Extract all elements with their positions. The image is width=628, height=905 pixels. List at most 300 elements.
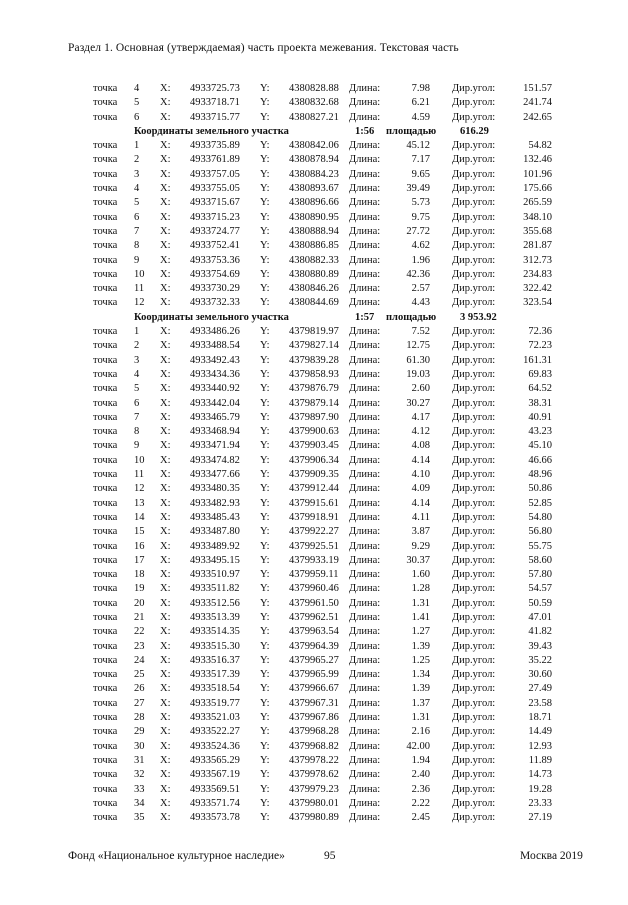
- length-value: 1.31: [411, 712, 430, 724]
- point-label: точка: [93, 554, 118, 566]
- direction-angle: 265.59: [523, 197, 552, 209]
- length-label: Длина:: [349, 469, 381, 481]
- point-label: точка: [93, 354, 118, 366]
- point-label: точка: [93, 454, 118, 466]
- y-label: Y:: [260, 640, 270, 652]
- point-label: точка: [93, 640, 118, 652]
- y-label: Y:: [260, 454, 270, 466]
- y-coordinate: 4379897.90: [289, 411, 339, 423]
- point-label: точка: [93, 726, 118, 738]
- direction-angle: 132.46: [523, 154, 552, 166]
- table-row: [0, 468, 628, 482]
- coordinates-table: [0, 82, 628, 825]
- point-number: 17: [134, 554, 145, 566]
- y-label: Y:: [260, 740, 270, 752]
- length-label: Длина:: [349, 183, 381, 195]
- length-value: 42.36: [406, 268, 430, 280]
- x-coordinate: 4933715.67: [190, 197, 240, 209]
- y-coordinate: 4380828.88: [289, 83, 339, 94]
- direction-label: Дир.угол:: [452, 812, 496, 824]
- x-coordinate: 4933514.35: [190, 626, 240, 638]
- length-value: 2.57: [411, 283, 430, 295]
- length-value: 4.10: [411, 469, 430, 481]
- point-number: 33: [134, 783, 145, 795]
- point-number: 29: [134, 726, 145, 738]
- y-coordinate: 4379967.86: [289, 712, 339, 724]
- point-label: точка: [93, 154, 118, 166]
- y-label: Y:: [260, 354, 270, 366]
- point-label: точка: [93, 97, 118, 109]
- x-coordinate: 4933754.69: [190, 268, 240, 280]
- length-label: Длина:: [349, 712, 381, 724]
- x-label: X:: [160, 497, 171, 509]
- y-coordinate: 4379819.97: [289, 326, 339, 338]
- point-number: 2: [134, 154, 140, 166]
- direction-angle: 45.10: [528, 440, 552, 452]
- direction-angle: 48.96: [528, 469, 552, 481]
- length-value: 3.87: [411, 526, 430, 538]
- direction-angle: 43.23: [528, 426, 552, 438]
- x-coordinate: 4933465.79: [190, 411, 240, 423]
- point-label: точка: [93, 526, 118, 538]
- point-number: 35: [134, 812, 145, 824]
- point-number: 23: [134, 640, 145, 652]
- direction-angle: 241.74: [523, 97, 552, 109]
- direction-label: Дир.угол:: [452, 469, 496, 481]
- x-label: X:: [160, 783, 171, 795]
- direction-label: Дир.угол:: [452, 483, 496, 495]
- point-label: точка: [93, 669, 118, 681]
- x-label: X:: [160, 597, 171, 609]
- point-number: 1: [134, 326, 140, 338]
- direction-label: Дир.угол:: [452, 654, 496, 666]
- x-label: X:: [160, 740, 171, 752]
- length-value: 4.17: [411, 411, 430, 423]
- x-label: X:: [160, 511, 171, 523]
- table-row: [0, 368, 628, 382]
- y-coordinate: 4379980.89: [289, 812, 339, 824]
- direction-angle: 41.82: [528, 626, 552, 638]
- length-value: 4.11: [412, 511, 430, 523]
- x-label: X:: [160, 411, 171, 423]
- length-value: 9.29: [411, 540, 430, 552]
- y-coordinate: 4379959.11: [289, 569, 339, 581]
- direction-angle: 23.33: [528, 797, 552, 809]
- y-coordinate: 4380884.23: [289, 168, 339, 180]
- x-label: X:: [160, 397, 171, 409]
- y-coordinate: 4379858.93: [289, 368, 339, 380]
- length-label: Длина:: [349, 283, 381, 295]
- length-label: Длина:: [349, 168, 381, 180]
- point-number: 16: [134, 540, 145, 552]
- length-label: Длина:: [349, 211, 381, 223]
- length-value: 1.25: [411, 654, 430, 666]
- length-label: Длина:: [349, 683, 381, 695]
- point-label: точка: [93, 712, 118, 724]
- point-label: точка: [93, 626, 118, 638]
- x-label: X:: [160, 268, 171, 280]
- length-label: Длина:: [349, 254, 381, 266]
- length-value: 27.72: [406, 225, 430, 237]
- parcel-section-heading: [0, 311, 628, 325]
- x-coordinate: 4933524.36: [190, 740, 240, 752]
- length-label: Длина:: [349, 340, 381, 352]
- direction-angle: 348.10: [523, 211, 552, 223]
- x-coordinate: 4933522.27: [190, 726, 240, 738]
- direction-label: Дир.угол:: [452, 211, 496, 223]
- table-row: [0, 296, 628, 310]
- x-coordinate: 4933715.23: [190, 211, 240, 223]
- length-value: 6.21: [411, 97, 430, 109]
- x-label: X:: [160, 168, 171, 180]
- direction-angle: 312.73: [523, 254, 552, 266]
- x-label: X:: [160, 469, 171, 481]
- point-label: точка: [93, 483, 118, 495]
- point-number: 12: [134, 297, 145, 309]
- direction-angle: 19.28: [528, 783, 552, 795]
- point-number: 6: [134, 111, 140, 123]
- point-label: точка: [93, 583, 118, 595]
- y-label: Y:: [260, 426, 270, 438]
- direction-angle: 14.73: [528, 769, 552, 781]
- x-coordinate: 4933513.39: [190, 611, 240, 623]
- x-label: X:: [160, 726, 171, 738]
- y-label: Y:: [260, 469, 270, 481]
- area-label: площадью: [386, 125, 437, 137]
- length-value: 2.22: [411, 797, 430, 809]
- table-row: [0, 82, 628, 96]
- table-row: [0, 282, 628, 296]
- table-row: [0, 411, 628, 425]
- table-row: [0, 582, 628, 596]
- length-label: Длина:: [349, 225, 381, 237]
- direction-angle: 64.52: [528, 383, 552, 395]
- length-value: 2.16: [411, 726, 430, 738]
- direction-angle: 54.80: [528, 511, 552, 523]
- direction-angle: 40.91: [528, 411, 552, 423]
- direction-label: Дир.угол:: [452, 526, 496, 538]
- length-label: Длина:: [349, 154, 381, 166]
- length-label: Длина:: [349, 268, 381, 280]
- point-number: 9: [134, 440, 140, 452]
- x-label: X:: [160, 583, 171, 595]
- x-label: X:: [160, 611, 171, 623]
- y-label: Y:: [260, 154, 270, 166]
- x-coordinate: 4933442.04: [190, 397, 240, 409]
- point-label: точка: [93, 497, 118, 509]
- x-label: X:: [160, 683, 171, 695]
- direction-angle: 50.59: [528, 597, 552, 609]
- y-label: Y:: [260, 626, 270, 638]
- length-label: Длина:: [349, 569, 381, 581]
- x-label: X:: [160, 383, 171, 395]
- section-title: Координаты земельного участка: [134, 311, 289, 323]
- point-label: точка: [93, 569, 118, 581]
- direction-label: Дир.угол:: [452, 797, 496, 809]
- direction-angle: 46.66: [528, 454, 552, 466]
- y-label: Y:: [260, 554, 270, 566]
- y-label: Y:: [260, 225, 270, 237]
- direction-label: Дир.угол:: [452, 268, 496, 280]
- length-label: Длина:: [349, 483, 381, 495]
- point-number: 21: [134, 611, 145, 623]
- y-coordinate: 4379925.51: [289, 540, 339, 552]
- length-value: 4.59: [411, 111, 430, 123]
- y-coordinate: 4379980.01: [289, 797, 339, 809]
- direction-label: Дир.угол:: [452, 254, 496, 266]
- x-coordinate: 4933492.43: [190, 354, 240, 366]
- direction-label: Дир.угол:: [452, 111, 496, 123]
- x-label: X:: [160, 569, 171, 581]
- length-value: 4.43: [411, 297, 430, 309]
- length-label: Длина:: [349, 597, 381, 609]
- x-coordinate: 4933471.94: [190, 440, 240, 452]
- point-number: 34: [134, 797, 145, 809]
- table-row: [0, 425, 628, 439]
- y-label: Y:: [260, 368, 270, 380]
- x-coordinate: 4933512.56: [190, 597, 240, 609]
- point-number: 24: [134, 654, 145, 666]
- point-label: точка: [93, 225, 118, 237]
- point-label: точка: [93, 111, 118, 123]
- x-coordinate: 4933521.03: [190, 712, 240, 724]
- length-value: 9.65: [411, 168, 430, 180]
- length-value: 30.27: [406, 397, 430, 409]
- length-label: Длина:: [349, 440, 381, 452]
- length-label: Длина:: [349, 368, 381, 380]
- x-coordinate: 4933761.89: [190, 154, 240, 166]
- direction-label: Дир.угол:: [452, 240, 496, 252]
- y-label: Y:: [260, 83, 270, 94]
- x-label: X:: [160, 140, 171, 152]
- length-value: 4.08: [411, 440, 430, 452]
- length-value: 1.28: [411, 583, 430, 595]
- direction-label: Дир.угол:: [452, 783, 496, 795]
- x-label: X:: [160, 454, 171, 466]
- y-label: Y:: [260, 583, 270, 595]
- length-label: Длина:: [349, 669, 381, 681]
- y-coordinate: 4379979.23: [289, 783, 339, 795]
- direction-angle: 69.83: [528, 368, 552, 380]
- table-row: [0, 325, 628, 339]
- point-label: точка: [93, 383, 118, 395]
- point-label: точка: [93, 426, 118, 438]
- direction-label: Дир.угол:: [452, 168, 496, 180]
- y-coordinate: 4380886.85: [289, 240, 339, 252]
- x-coordinate: 4933516.37: [190, 654, 240, 666]
- direction-label: Дир.угол:: [452, 140, 496, 152]
- x-coordinate: 4933515.30: [190, 640, 240, 652]
- point-number: 20: [134, 597, 145, 609]
- direction-angle: 242.65: [523, 111, 552, 123]
- point-number: 13: [134, 497, 145, 509]
- point-number: 26: [134, 683, 145, 695]
- parcel-section-heading: [0, 125, 628, 139]
- length-value: 9.75: [411, 211, 430, 223]
- y-coordinate: 4379965.99: [289, 669, 339, 681]
- direction-angle: 27.19: [528, 812, 552, 824]
- area-label: площадью: [386, 311, 437, 323]
- y-label: Y:: [260, 383, 270, 395]
- x-label: X:: [160, 197, 171, 209]
- direction-label: Дир.угол:: [452, 511, 496, 523]
- y-label: Y:: [260, 754, 270, 766]
- direction-label: Дир.угол:: [452, 383, 496, 395]
- length-value: 5.73: [411, 197, 430, 209]
- y-coordinate: 4379903.45: [289, 440, 339, 452]
- direction-angle: 234.83: [523, 268, 552, 280]
- point-number: 4: [134, 83, 140, 94]
- direction-angle: 175.66: [523, 183, 552, 195]
- direction-label: Дир.угол:: [452, 197, 496, 209]
- point-label: точка: [93, 697, 118, 709]
- direction-angle: 101.96: [523, 168, 552, 180]
- direction-angle: 281.87: [523, 240, 552, 252]
- length-value: 30.37: [406, 554, 430, 566]
- x-coordinate: 4933488.54: [190, 340, 240, 352]
- y-coordinate: 4379968.82: [289, 740, 339, 752]
- table-row: [0, 540, 628, 554]
- x-coordinate: 4933752.41: [190, 240, 240, 252]
- point-number: 6: [134, 397, 140, 409]
- table-row: [0, 554, 628, 568]
- point-label: точка: [93, 283, 118, 295]
- length-label: Длина:: [349, 197, 381, 209]
- page-header: Раздел 1. Основная (утверждаемая) часть проекта межевания. Текстовая часть: [68, 42, 459, 54]
- table-row: [0, 611, 628, 625]
- y-coordinate: 4380842.06: [289, 140, 339, 152]
- point-number: 27: [134, 697, 145, 709]
- table-row: [0, 382, 628, 396]
- length-value: 7.17: [411, 154, 430, 166]
- direction-angle: 18.71: [528, 712, 552, 724]
- y-label: Y:: [260, 168, 270, 180]
- y-label: Y:: [260, 540, 270, 552]
- length-label: Длина:: [349, 97, 381, 109]
- y-coordinate: 4380827.21: [289, 111, 339, 123]
- point-label: точка: [93, 397, 118, 409]
- point-number: 12: [134, 483, 145, 495]
- y-coordinate: 4380832.68: [289, 97, 339, 109]
- x-coordinate: 4933468.94: [190, 426, 240, 438]
- point-label: точка: [93, 540, 118, 552]
- length-label: Длина:: [349, 426, 381, 438]
- table-row: [0, 697, 628, 711]
- y-coordinate: 4380846.26: [289, 283, 339, 295]
- direction-label: Дир.угол:: [452, 626, 496, 638]
- direction-label: Дир.угол:: [452, 697, 496, 709]
- direction-angle: 54.57: [528, 583, 552, 595]
- point-label: точка: [93, 297, 118, 309]
- y-coordinate: 4379918.91: [289, 511, 339, 523]
- length-value: 42.00: [406, 740, 430, 752]
- y-coordinate: 4379968.28: [289, 726, 339, 738]
- direction-label: Дир.угол:: [452, 597, 496, 609]
- length-label: Длина:: [349, 626, 381, 638]
- y-coordinate: 4379922.27: [289, 526, 339, 538]
- length-value: 1.27: [411, 626, 430, 638]
- direction-label: Дир.угол:: [452, 297, 496, 309]
- length-value: 1.31: [411, 597, 430, 609]
- y-label: Y:: [260, 268, 270, 280]
- direction-angle: 323.54: [523, 297, 552, 309]
- direction-angle: 54.82: [528, 140, 552, 152]
- point-number: 22: [134, 626, 145, 638]
- point-number: 4: [134, 183, 140, 195]
- point-number: 30: [134, 740, 145, 752]
- footer-city-year: Москва 2019: [520, 850, 583, 862]
- length-value: 4.14: [411, 454, 430, 466]
- point-number: 9: [134, 254, 140, 266]
- point-label: точка: [93, 268, 118, 280]
- y-label: Y:: [260, 483, 270, 495]
- direction-label: Дир.угол:: [452, 83, 496, 94]
- y-label: Y:: [260, 97, 270, 109]
- direction-label: Дир.угол:: [452, 340, 496, 352]
- length-label: Длина:: [349, 411, 381, 423]
- x-label: X:: [160, 326, 171, 338]
- direction-label: Дир.угол:: [452, 397, 496, 409]
- x-label: X:: [160, 297, 171, 309]
- point-number: 31: [134, 754, 145, 766]
- y-coordinate: 4380882.33: [289, 254, 339, 266]
- table-row: [0, 525, 628, 539]
- y-label: Y:: [260, 797, 270, 809]
- point-number: 11: [134, 283, 145, 295]
- length-label: Длина:: [349, 769, 381, 781]
- point-number: 15: [134, 526, 145, 538]
- length-label: Длина:: [349, 383, 381, 395]
- direction-label: Дир.угол:: [452, 368, 496, 380]
- length-label: Длина:: [349, 397, 381, 409]
- y-label: Y:: [260, 111, 270, 123]
- direction-angle: 355.68: [523, 225, 552, 237]
- x-coordinate: 4933518.54: [190, 683, 240, 695]
- x-label: X:: [160, 483, 171, 495]
- point-label: точка: [93, 254, 118, 266]
- table-row: [0, 111, 628, 125]
- table-row: [0, 682, 628, 696]
- length-value: 4.14: [411, 497, 430, 509]
- direction-angle: 23.58: [528, 697, 552, 709]
- point-label: точка: [93, 611, 118, 623]
- x-label: X:: [160, 354, 171, 366]
- length-label: Длина:: [349, 797, 381, 809]
- y-coordinate: 4380844.69: [289, 297, 339, 309]
- direction-angle: 322.42: [523, 283, 552, 295]
- direction-angle: 38.31: [528, 397, 552, 409]
- direction-label: Дир.угол:: [452, 712, 496, 724]
- length-value: 19.03: [406, 368, 430, 380]
- point-number: 25: [134, 669, 145, 681]
- x-coordinate: 4933757.05: [190, 168, 240, 180]
- x-label: X:: [160, 340, 171, 352]
- table-row: [0, 239, 628, 253]
- y-coordinate: 4379967.31: [289, 697, 339, 709]
- length-value: 7.98: [411, 83, 430, 94]
- y-coordinate: 4379912.44: [289, 483, 339, 495]
- length-value: 39.49: [406, 183, 430, 195]
- point-label: точка: [93, 140, 118, 152]
- direction-angle: 14.49: [528, 726, 552, 738]
- y-label: Y:: [260, 283, 270, 295]
- point-number: 18: [134, 569, 145, 581]
- table-row: [0, 625, 628, 639]
- point-label: точка: [93, 740, 118, 752]
- length-value: 1.37: [411, 697, 430, 709]
- y-coordinate: 4379966.67: [289, 683, 339, 695]
- table-row: [0, 439, 628, 453]
